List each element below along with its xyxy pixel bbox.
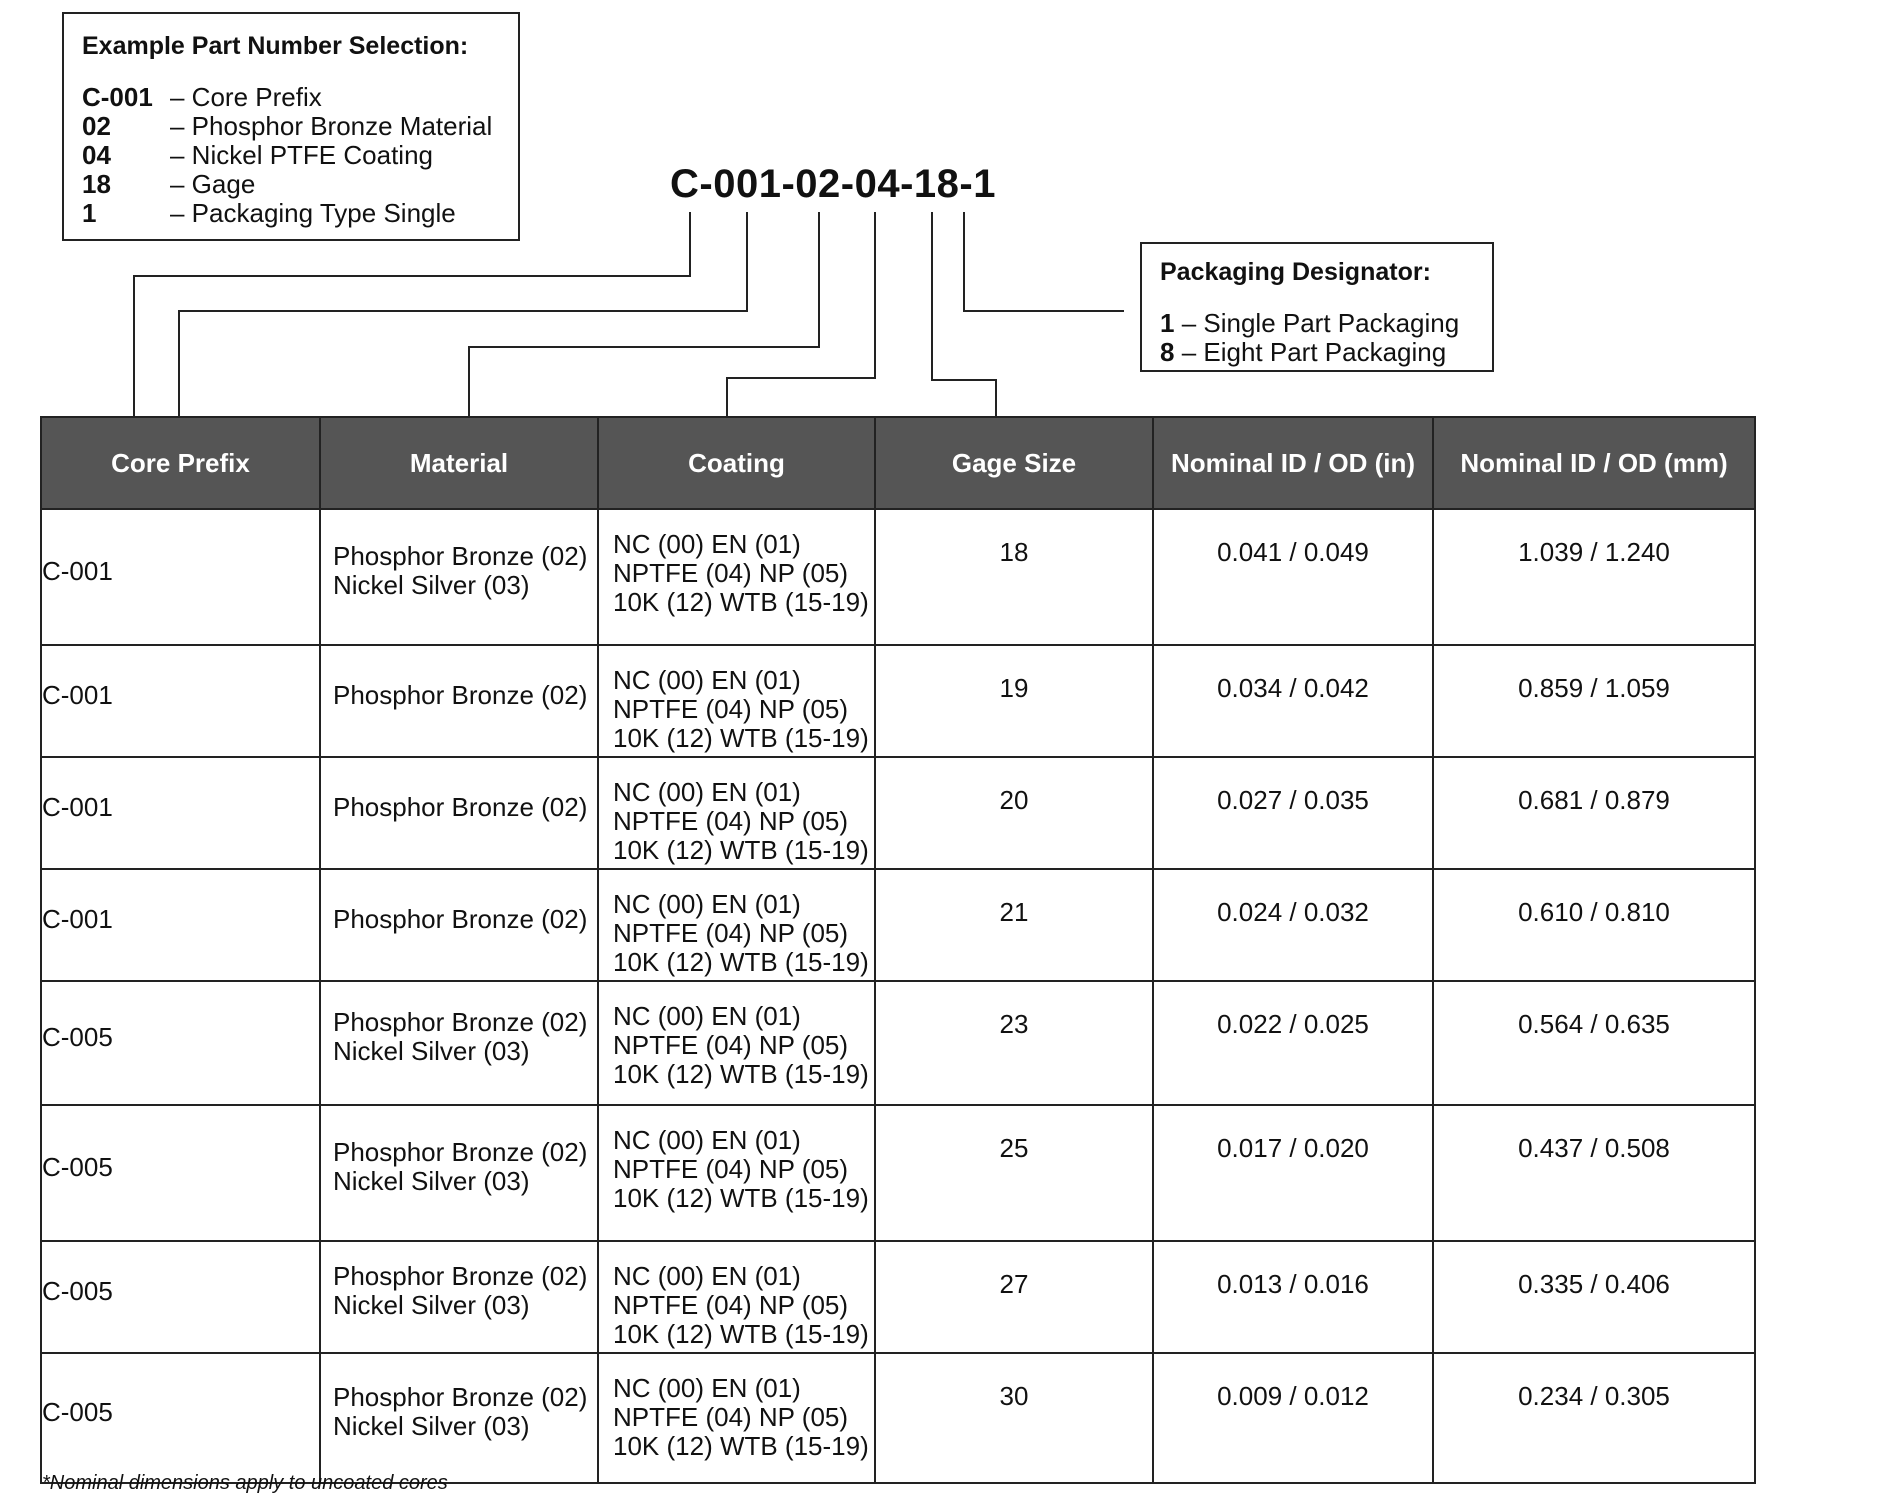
example-desc: – Nickel PTFE Coating <box>170 140 433 170</box>
material-line: Phosphor Bronze (02) <box>333 1382 588 1412</box>
coating-line: 10K (12) WTB (15-19) <box>613 587 869 617</box>
coating-line: 10K (12) WTB (15-19) <box>613 1431 869 1461</box>
header-coating: Coating <box>598 417 875 509</box>
header-core-prefix: Core Prefix <box>41 417 320 509</box>
cell-coating <box>598 1353 875 1483</box>
cell-nominal-in: 0.009 / 0.012 <box>1153 1353 1433 1483</box>
coating-line: NPTFE (04) NP (05) <box>613 1030 849 1060</box>
core-prefix-text: C-005 <box>42 1275 113 1306</box>
spec-table <box>40 416 1756 1484</box>
table-row <box>41 645 1755 757</box>
header-nominal-in: Nominal ID / OD (in) <box>1153 417 1433 509</box>
cell-material <box>320 1105 598 1241</box>
coating-line: NPTFE (04) NP (05) <box>613 558 849 588</box>
example-desc: – Packaging Type Single <box>170 198 456 228</box>
material-line: Phosphor Bronze (02) <box>333 1261 588 1291</box>
cell-coating <box>598 1105 875 1241</box>
cell-nominal-mm: 0.335 / 0.406 <box>1433 1241 1755 1353</box>
core-prefix-text: C-005 <box>42 1151 113 1182</box>
coating-line: NC (00) EN (01) <box>613 1001 801 1031</box>
cell-core-prefix <box>41 1241 320 1353</box>
cell-coating <box>598 1241 875 1353</box>
material-line: Phosphor Bronze (02) <box>333 791 588 822</box>
table-header-row <box>41 417 1755 509</box>
header-material: Material <box>320 417 598 509</box>
coating-line: NPTFE (04) NP (05) <box>613 1290 849 1320</box>
core-prefix-text: C-001 <box>42 903 113 934</box>
cell-gage-size: 23 <box>875 981 1153 1105</box>
cell-nominal-mm: 1.039 / 1.240 <box>1433 509 1755 645</box>
coating-line: NC (00) EN (01) <box>613 1261 801 1291</box>
cell-nominal-mm: 0.564 / 0.635 <box>1433 981 1755 1105</box>
cell-nominal-in: 0.034 / 0.042 <box>1153 645 1433 757</box>
cell-gage-size: 20 <box>875 757 1153 869</box>
cell-coating <box>598 645 875 757</box>
cell-nominal-mm: 0.859 / 1.059 <box>1433 645 1755 757</box>
material-line: Phosphor Bronze (02) <box>333 903 588 934</box>
table-row <box>41 509 1755 645</box>
cell-gage-size: 18 <box>875 509 1153 645</box>
coating-line: NC (00) EN (01) <box>613 1125 801 1155</box>
cell-nominal-mm: 0.234 / 0.305 <box>1433 1353 1755 1483</box>
coating-line: NPTFE (04) NP (05) <box>613 1402 849 1432</box>
cell-nominal-mm: 0.681 / 0.879 <box>1433 757 1755 869</box>
connector-coating <box>727 212 875 416</box>
packaging-code: 8 <box>1160 337 1175 367</box>
example-code: 18 <box>82 169 111 199</box>
material-line: Nickel Silver (03) <box>333 1290 530 1320</box>
cell-nominal-in: 0.013 / 0.016 <box>1153 1241 1433 1353</box>
material-line: Nickel Silver (03) <box>333 1036 530 1066</box>
cell-nominal-in: 0.022 / 0.025 <box>1153 981 1433 1105</box>
material-line: Nickel Silver (03) <box>333 570 530 600</box>
cell-nominal-in: 0.041 / 0.049 <box>1153 509 1433 645</box>
cell-gage-size: 21 <box>875 869 1153 981</box>
core-prefix-text: C-001 <box>42 679 113 710</box>
example-desc: – Core Prefix <box>170 82 322 112</box>
table-row <box>41 869 1755 981</box>
connector-material <box>469 212 819 416</box>
coating-line: 10K (12) WTB (15-19) <box>613 835 869 865</box>
header-gage-size: Gage Size <box>875 417 1153 509</box>
material-line: Phosphor Bronze (02) <box>333 1007 588 1037</box>
footnote: *Nominal dimensions apply to uncoated cores <box>42 1472 448 1494</box>
cell-nominal-in: 0.017 / 0.020 <box>1153 1105 1433 1241</box>
cell-material <box>320 869 598 981</box>
coating-line: 10K (12) WTB (15-19) <box>613 1319 869 1349</box>
material-line: Phosphor Bronze (02) <box>333 541 588 571</box>
coating-line: NC (00) EN (01) <box>613 529 801 559</box>
cell-core-prefix <box>41 981 320 1105</box>
cell-nominal-mm: 0.437 / 0.508 <box>1433 1105 1755 1241</box>
cell-core-prefix <box>41 757 320 869</box>
coating-line: 10K (12) WTB (15-19) <box>613 723 869 753</box>
packaging-desc: – Single Part Packaging <box>1174 308 1460 338</box>
cell-core-prefix <box>41 645 320 757</box>
cell-nominal-in: 0.027 / 0.035 <box>1153 757 1433 869</box>
header-nominal-mm: Nominal ID / OD (mm) <box>1433 417 1755 509</box>
material-line: Nickel Silver (03) <box>333 1166 530 1196</box>
packaging-code: 1 <box>1160 308 1175 338</box>
example-code: 1 <box>82 198 97 228</box>
coating-line: 10K (12) WTB (15-19) <box>613 947 869 977</box>
coating-line: 10K (12) WTB (15-19) <box>613 1059 869 1089</box>
cell-gage-size: 27 <box>875 1241 1153 1353</box>
coating-line: NPTFE (04) NP (05) <box>613 694 849 724</box>
connector-packaging <box>964 212 1124 311</box>
cell-material <box>320 1353 598 1483</box>
cell-core-prefix <box>41 1105 320 1241</box>
cell-nominal-mm: 0.610 / 0.810 <box>1433 869 1755 981</box>
example-desc: – Phosphor Bronze Material <box>170 111 493 141</box>
coating-line: NC (00) EN (01) <box>613 1373 801 1403</box>
cell-gage-size: 30 <box>875 1353 1153 1483</box>
example-code: 02 <box>82 111 111 141</box>
cell-material <box>320 981 598 1105</box>
core-prefix-text: C-001 <box>42 555 113 586</box>
material-line: Phosphor Bronze (02) <box>333 1137 588 1167</box>
table-row <box>41 1105 1755 1241</box>
material-line: Phosphor Bronze (02) <box>333 679 588 710</box>
cell-material <box>320 509 598 645</box>
cell-gage-size: 25 <box>875 1105 1153 1241</box>
cell-core-prefix <box>41 1353 320 1483</box>
connector-lines <box>0 0 1882 420</box>
example-code: 04 <box>82 140 111 170</box>
table-row <box>41 981 1755 1105</box>
cell-coating <box>598 869 875 981</box>
cell-core-prefix <box>41 869 320 981</box>
cell-nominal-in: 0.024 / 0.032 <box>1153 869 1433 981</box>
cell-gage-size: 19 <box>875 645 1153 757</box>
packaging-desc: – Eight Part Packaging <box>1174 337 1447 367</box>
coating-line: NC (00) EN (01) <box>613 777 801 807</box>
core-prefix-text: C-005 <box>42 1021 113 1052</box>
cell-coating <box>598 757 875 869</box>
example-box-title: Example Part Number Selection: <box>82 32 469 60</box>
packaging-box-title: Packaging Designator: <box>1160 258 1431 286</box>
example-desc: – Gage <box>170 169 256 199</box>
example-part-number: C-001-02-04-18-1 <box>670 162 996 206</box>
core-prefix-text: C-005 <box>42 1396 113 1427</box>
cell-material <box>320 1241 598 1353</box>
connector-core-prefix <box>134 212 690 416</box>
coating-line: NPTFE (04) NP (05) <box>613 918 849 948</box>
cell-material <box>320 645 598 757</box>
cell-coating <box>598 981 875 1105</box>
material-line: Nickel Silver (03) <box>333 1411 530 1441</box>
coating-line: NPTFE (04) NP (05) <box>613 806 849 836</box>
connector-material-core <box>179 212 747 416</box>
table-row <box>41 1241 1755 1353</box>
coating-line: 10K (12) WTB (15-19) <box>613 1183 869 1213</box>
coating-line: NC (00) EN (01) <box>613 665 801 695</box>
table-row <box>41 757 1755 869</box>
example-code: C-001 <box>82 82 153 112</box>
cell-material <box>320 757 598 869</box>
coating-line: NPTFE (04) NP (05) <box>613 1154 849 1184</box>
table-row <box>41 1353 1755 1483</box>
cell-coating <box>598 509 875 645</box>
cell-core-prefix <box>41 509 320 645</box>
core-prefix-text: C-001 <box>42 791 113 822</box>
coating-line: NC (00) EN (01) <box>613 889 801 919</box>
